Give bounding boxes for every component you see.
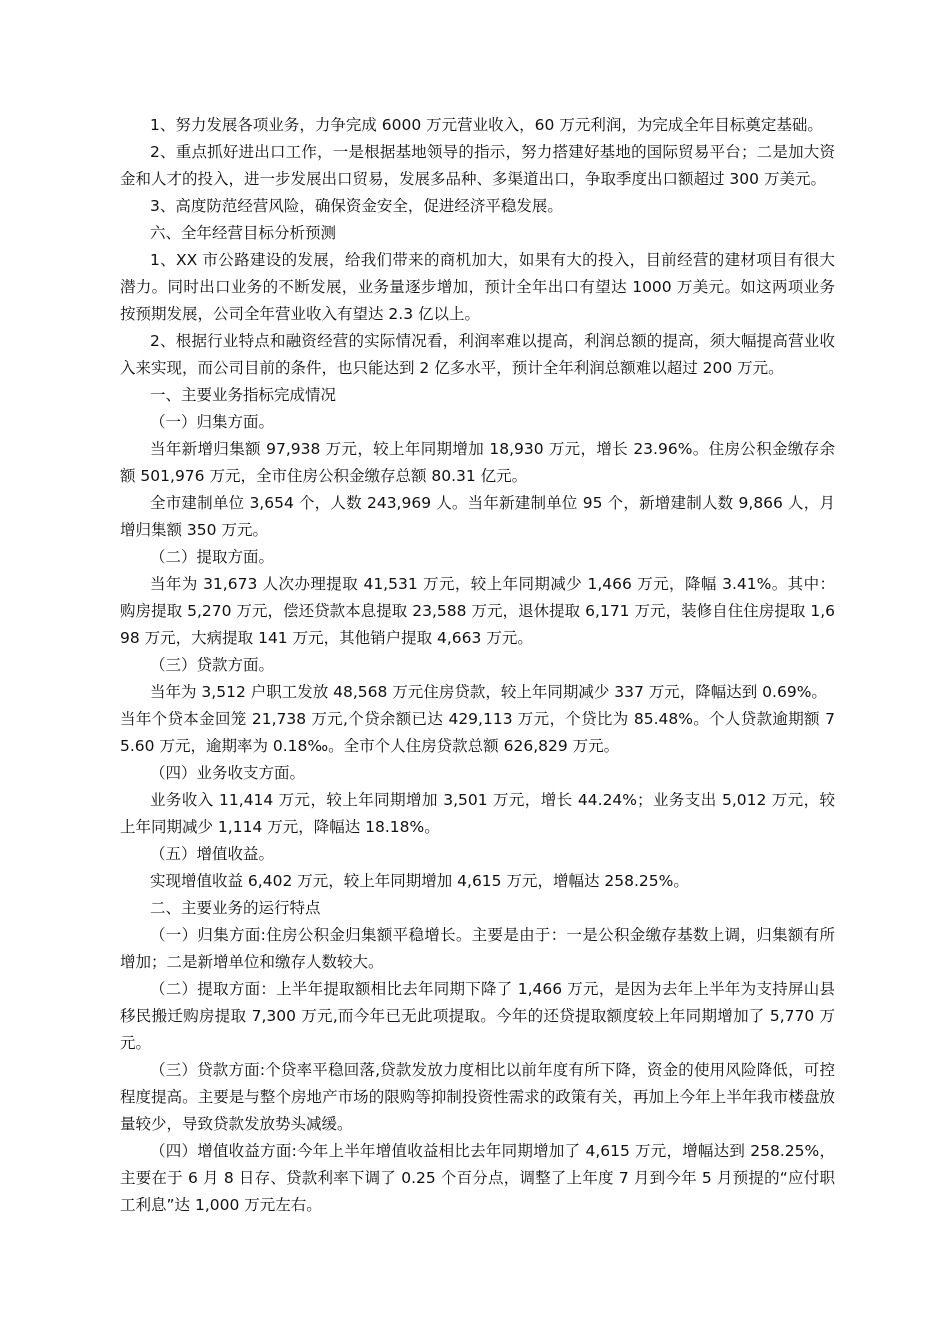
paragraph: （四）增值收益方面:今年上半年增值收益相比去年同期增加了 4,615 万元，增幅达到 258.25%，主要在于 6 月 8 日存、贷款利率下调了 0.25 个百分点，调整了上年度 7 月到今年 5 月预提的“应付职工利息”达 1,000 万元左右。 bbox=[120, 1142, 835, 1214]
paragraph: （一）归集方面:住房公积金归集额平稳增长。主要是由于：一是公积金缴存基数上调，归集额有所增加；二是新增单位和缴存人数较大。 bbox=[120, 926, 835, 971]
paragraph: 2、根据行业特点和融资经营的实际情况看，利润率难以提高，利润总额的提高，须大幅提高营业收入来实现，而公司目前的条件，也只能达到 2 亿多水平，预计全年利润总额难以超过 200 万元。 bbox=[120, 332, 835, 377]
paragraph: 业务收入 11,414 万元，较上年同期增加 3,501 万元，增长 44.24%；业务支出 5,012 万元，较上年同期减少 1,114 万元，降幅达 18.18%。 bbox=[120, 791, 835, 836]
paragraph: 1、XX 市公路建设的发展，给我们带来的商机加大，如果有大的投入，目前经营的建材项目有很大潜力。同时出口业务的不断发展，业务量逐步增加，预计全年出口有望达 1000 万美元。如这两项业务按预期发展，公司全年营业收入有望达 2.3 亿以上。 bbox=[120, 251, 835, 323]
subsection-heading: （一）归集方面。 bbox=[150, 413, 275, 431]
subsection-heading: （二）提取方面。 bbox=[150, 548, 275, 566]
paragraph: 实现增值收益 6,402 万元，较上年同期增加 4,615 万元，增幅达 258.25%。 bbox=[150, 872, 689, 890]
paragraph: （三）贷款方面:个贷率平稳回落,贷款发放力度相比以前年度有所下降，资金的使用风险降低，可控程度提高。主要是与整个房地产市场的限购等抑制投资性需求的政策有关，再加上今年上半年我市楼盘放量较少，导致贷款发放势头减缓。 bbox=[120, 1061, 835, 1133]
subsection-heading: （五）增值收益。 bbox=[150, 845, 275, 863]
paragraph: 全市建制单位 3,654 个，人数 243,969 人。当年新建制单位 95 个，新增建制人数 9,866 人，月增归集额 350 万元。 bbox=[120, 494, 835, 539]
section-heading: 一、主要业务指标完成情况 bbox=[150, 386, 337, 404]
document-body bbox=[120, 112, 835, 1219]
paragraph: （二）提取方面：上半年提取额相比去年同期下降了 1,466 万元，是因为去年上半年为支持屏山县移民搬迁购房提取 7,300 万元,而今年已无此项提取。今年的还贷提取额度较上年同期增加了 5,770 万元。 bbox=[120, 980, 835, 1052]
section-heading: 二、主要业务的运行特点 bbox=[150, 899, 321, 917]
paragraph: 当年个贷本金回笼 21,738 万元,个贷余额已达 429,113 万元，个贷比为 85.48%。个人贷款逾期额 75.60 万元，逾期率为 0.18‰。全市个人住房贷款总额 626,829 万元。 bbox=[120, 710, 835, 755]
paragraph: 当年新增归集额 97,938 万元，较上年同期增加 18,930 万元，增长 23.96%。住房公积金缴存余额 501,976 万元，全市住房公积金缴存总额 80.31 亿元。 bbox=[120, 440, 835, 485]
subsection-heading: （四）业务收支方面。 bbox=[150, 764, 306, 782]
section-heading: 六、全年经营目标分析预测 bbox=[150, 224, 337, 242]
paragraph: 当年为 31,673 人次办理提取 41,531 万元，较上年同期减少 1,466 万元，降幅 3.41%。其中：购房提取 5,270 万元，偿还贷款本息提取 23,588 万元，退休提取 6,171 万元，装修自住住房提取 1,698 万元，大病提取 141 万元，其他销户提取 4,663 万元。 bbox=[120, 575, 835, 647]
paragraph: 1、努力发展各项业务，力争完成 6000 万元营业收入，60 万元利润，为完成全年目标奠定基础。 bbox=[150, 116, 823, 134]
paragraph: 当年为 3,512 户职工发放 48,568 万元住房贷款，较上年同期减少 337 万元，降幅达到 0.69%。 bbox=[150, 683, 827, 701]
subsection-heading: （三）贷款方面。 bbox=[150, 656, 275, 674]
paragraph: 2、重点抓好进出口工作，一是根据基地领导的指示，努力搭建好基地的国际贸易平台；二是加大资金和人才的投入，进一步发展出口贸易，发展多品种、多渠道出口，争取季度出口额超过 300 万美元。 bbox=[120, 143, 835, 188]
paragraph: 3、高度防范经营风险，确保资金安全，促进经济平稳发展。 bbox=[150, 197, 563, 215]
